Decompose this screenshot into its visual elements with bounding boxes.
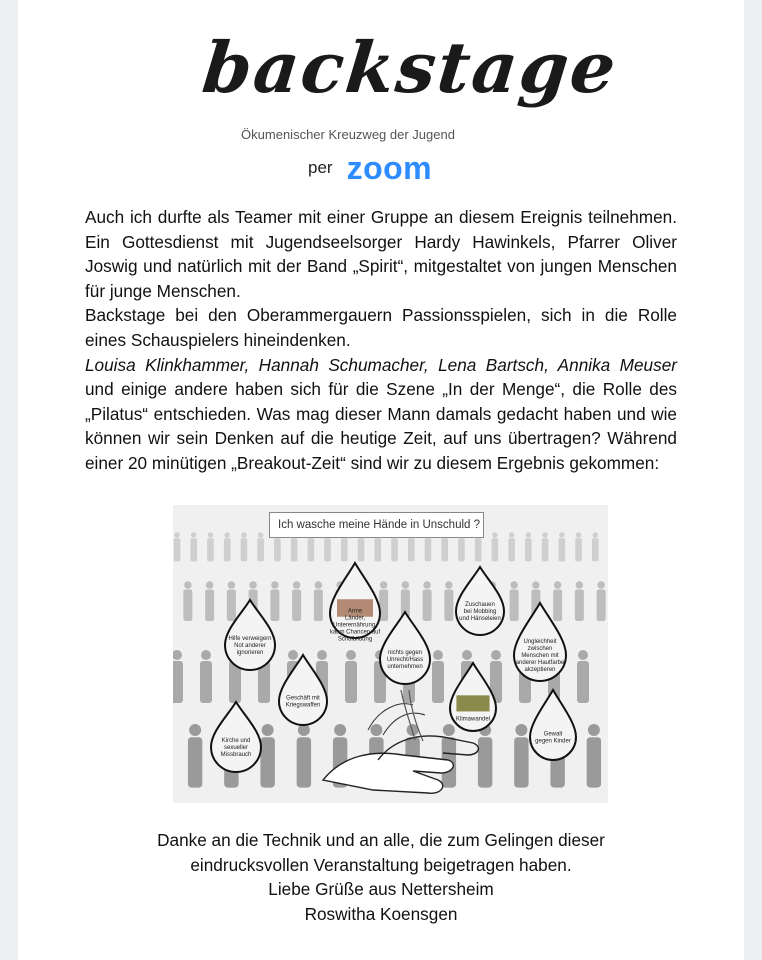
drop-label: Missbrauch: [220, 752, 252, 758]
drop-label: Ungleichheit: [523, 639, 557, 645]
person-silhouette: [188, 724, 202, 788]
participant-names: Louisa Klinkhammer, Hannah Schumacher, Lena Bartsch, Annika Meuser: [85, 354, 677, 375]
drop-label: Arme: [347, 608, 363, 615]
closing-line-3: Liebe Grüße aus Nettersheim: [268, 879, 494, 900]
drop-label: Zuschauen: [465, 602, 495, 608]
person-silhouette: [227, 581, 236, 621]
person-silhouette: [292, 581, 301, 621]
person-silhouette: [592, 532, 599, 561]
drop-label: Hilfe verweigern: [228, 636, 272, 642]
person-silhouette: [525, 532, 532, 561]
person-silhouette: [597, 581, 606, 621]
drop-label: Geschäft mit: [286, 695, 320, 702]
person-silhouette: [492, 532, 499, 561]
drop-label: Unrecht/Hass: [386, 657, 424, 663]
person-silhouette: [508, 532, 515, 561]
closing-text: [78, 828, 684, 926]
person-silhouette: [183, 581, 192, 621]
closing-line-2: eindrucksvollen Veranstaltung beigetragen haben.: [190, 854, 572, 875]
per-label: per: [308, 158, 333, 177]
drop-label: Menschen mit: [521, 653, 559, 659]
drop-bubble: [330, 563, 381, 642]
person-silhouette: [575, 581, 584, 621]
person-silhouette: [200, 650, 212, 703]
drop-label: kaum Chancen auf: [329, 629, 381, 636]
person-silhouette: [241, 532, 248, 561]
logo-wordmark: backstage: [198, 26, 622, 109]
person-silhouette: [423, 581, 432, 621]
person-silhouette: [559, 532, 566, 561]
person-silhouette: [542, 532, 549, 561]
person-silhouette: [432, 650, 444, 703]
person-silhouette: [510, 581, 519, 621]
paragraph-2: Backstage bei den Oberammergauern Passionsspielen, sich in die Rolle eines Schauspielers hineindenken.: [85, 305, 677, 350]
document-page: [18, 0, 744, 960]
group-result-image: [173, 505, 608, 803]
person-silhouette: [174, 532, 181, 561]
person-silhouette: [257, 532, 264, 561]
drop-label: akzeptieren: [524, 667, 556, 673]
person-silhouette: [553, 581, 562, 621]
drop-bubble: [530, 690, 576, 760]
person-silhouette: [297, 724, 311, 788]
drop-label: Not anderer: [234, 643, 266, 649]
zoom-logo: zoom: [346, 149, 433, 186]
person-silhouette: [444, 581, 453, 621]
figure-title: Ich wasche meine Hände in Unschuld ?: [269, 512, 484, 538]
drop-label: Kirche und: [221, 738, 251, 744]
person-silhouette: [224, 532, 231, 561]
logo-subtitle: Ökumenischer Kreuzweg der Jugend: [241, 127, 455, 142]
backstage-logo: [198, 18, 622, 118]
person-silhouette: [314, 581, 323, 621]
closing-line-1: Danke an die Technik und an alle, die zum Gelingen dieser: [157, 830, 605, 850]
drop-label: Schulbildung: [337, 636, 373, 643]
drop-label: nichts gegen: [387, 650, 423, 656]
drop-label: gegen Kinder: [535, 738, 571, 745]
drop-label: Kriegswaffen: [285, 702, 321, 709]
paragraph-3-text: und einige andere haben sich für die Szene „In der Menge“, die Rolle des „Pilatus“ entschieden. Was mag dieser Mann damals gedacht haben und wie können wir sein Denken auf die heutige Zeit, auf uns übertragen? Während einer 20 minütigen „Breakout-Zeit“ sind wir zu diesem Ergebnis gekommen:: [85, 379, 677, 473]
person-silhouette: [514, 724, 528, 788]
person-silhouette: [577, 650, 589, 703]
drop-bubble: [211, 702, 261, 772]
article-text: [85, 205, 677, 476]
drop-label: anderer Hautfarbe: [515, 660, 565, 666]
paragraph-1: Auch ich durfte als Teamer mit einer Gruppe an diesem Ereignis teilnehmen. Ein Gottesdienst mit Jugendseelsorger Hardy Hawinkels, Pfarrer Oliver Joswig und natürlich mit der Band „Spirit“, mitgestaltet von jungen Menschen für junge Menschen.: [85, 207, 677, 301]
person-silhouette: [478, 724, 492, 788]
drop-bubble: [450, 663, 496, 731]
drop-label: Gewalt: [543, 731, 563, 738]
person-silhouette: [205, 581, 214, 621]
drop-label: und Hänseleien: [459, 616, 501, 622]
drop-label: Länder,: [344, 615, 366, 622]
person-silhouette: [345, 650, 357, 703]
crowd-drops-illustration: [173, 505, 608, 803]
drop-label: zwischen: [527, 646, 553, 652]
person-silhouette: [575, 532, 582, 561]
person-silhouette: [270, 581, 279, 621]
drop-label: unternehmen: [387, 664, 423, 670]
person-silhouette: [173, 650, 183, 703]
drop-label: Klimawandel: [455, 716, 491, 723]
person-silhouette: [207, 532, 214, 561]
closing-signature: Roswitha Koensgen: [304, 903, 458, 924]
drop-label: ignorieren: [236, 650, 264, 656]
per-zoom-line: [308, 150, 432, 186]
drop-label: Unterernährung,: [333, 622, 377, 629]
drop-label: sexueller: [223, 745, 249, 751]
drop-label: bei Mobbing: [463, 609, 497, 615]
drop-photo: [456, 695, 489, 711]
person-silhouette: [190, 532, 197, 561]
person-silhouette: [260, 724, 274, 788]
drop-bubble: [456, 567, 504, 635]
drop-bubble: [380, 612, 430, 684]
paragraph-3: [85, 353, 677, 476]
person-silhouette: [587, 724, 601, 788]
person-silhouette: [442, 724, 456, 788]
